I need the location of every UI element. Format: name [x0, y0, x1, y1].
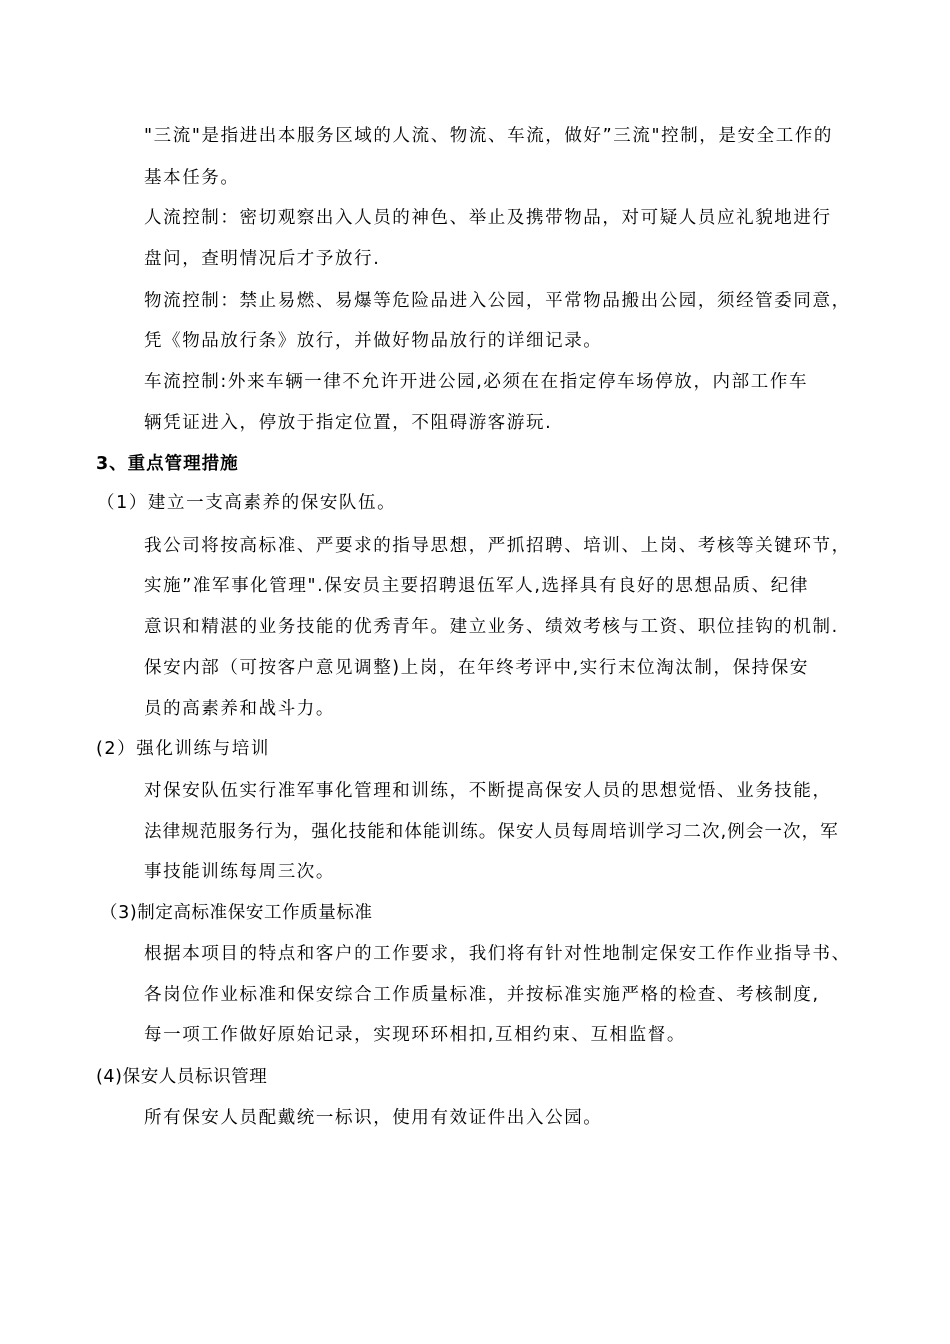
paragraph-line: 实施”准军事化管理".保安员主要招聘退伍军人,选择具有良好的思想品质、纪律	[144, 576, 809, 596]
paragraph-line: 车流控制:外来车辆一律不允许开进公园,必须在在指定停车场停放，内部工作车	[144, 372, 809, 392]
paragraph-line: 意识和精湛的业务技能的优秀青年。建立业务、绩效考核与工资、职位挂钩的机制.	[144, 617, 839, 637]
paragraph-line: 各岗位作业标准和保安综合工作质量标准，并按标准实施严格的检查、考核制度,	[144, 985, 820, 1005]
subsection-heading: (2）强化训练与培训	[96, 739, 270, 759]
subsection-heading: (4)保安人员标识管理	[96, 1067, 268, 1087]
paragraph-line: 凭《物品放行条》放行，并做好物品放行的详细记录。	[144, 331, 603, 351]
paragraph-line: 对保安队伍实行准军事化管理和训练，不断提高保安人员的思想觉悟、业务技能，	[144, 781, 832, 801]
subsection-heading: （3)制定高标准保安工作质量标准	[100, 903, 373, 923]
paragraph-line: 保安内部（可按客户意见调整)上岗，在年终考评中,实行末位淘汰制，保持保安	[144, 658, 809, 678]
section-heading: 3、重点管理措施	[96, 454, 239, 474]
paragraph-line: 事技能训练每周三次。	[144, 862, 335, 882]
paragraph-line: 人流控制：密切观察出入人员的神色、举止及携带物品，对可疑人员应礼貌地进行	[144, 208, 832, 228]
paragraph-line: 辆凭证进入，停放于指定位置，不阻碍游客游玩.	[144, 413, 553, 433]
paragraph-line: 我公司将按高标准、严要求的指导思想，严抓招聘、培训、上岗、考核等关键环节，	[144, 536, 851, 556]
paragraph-line: 物流控制：禁止易燃、易爆等危险品进入公园，平常物品搬出公园，须经管委同意，	[144, 291, 851, 311]
paragraph-line: 每一项工作做好原始记录，实现环环相扣,互相约束、互相监督。	[144, 1025, 686, 1045]
paragraph-line: 法律规范服务行为，强化技能和体能训练。保安人员每周培训学习二次,例会一次，军	[144, 822, 839, 842]
paragraph-line: 基本任务。	[144, 168, 240, 188]
subsection-heading: （1）建立一支高素养的保安队伍。	[97, 493, 397, 513]
paragraph-line: 盘问，查明情况后才予放行.	[144, 249, 381, 269]
paragraph-line: 所有保安人员配戴统一标识，使用有效证件出入公园。	[144, 1108, 603, 1128]
paragraph-line: 员的高素养和战斗力。	[144, 699, 335, 719]
paragraph-line: "三流"是指进出本服务区域的人流、物流、车流，做好”三流"控制，是安全工作的	[144, 126, 834, 146]
paragraph-line: 根据本项目的特点和客户的工作要求，我们将有针对性地制定保安工作作业指导书、	[144, 944, 851, 964]
